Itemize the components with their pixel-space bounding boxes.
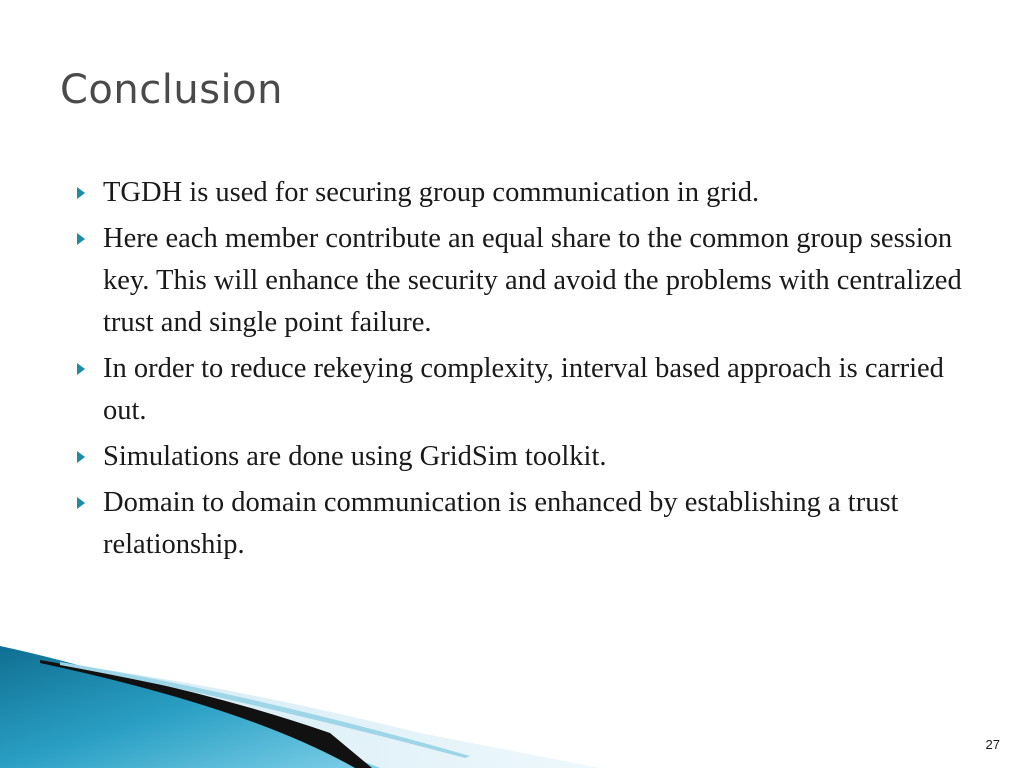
bullet-item bbox=[72, 436, 972, 478]
page-number: 27 bbox=[985, 737, 1000, 752]
bullet-text: Here each member contribute an equal share to the common group session key. This will enhance the security and avoid the problems with centralized trust and single point failure. bbox=[103, 223, 962, 338]
triangle-right-icon bbox=[77, 233, 85, 245]
bullet-text: In order to reduce rekeying complexity, interval based approach is carried out. bbox=[103, 353, 944, 426]
bullet-item bbox=[72, 348, 972, 432]
bullet-item bbox=[72, 218, 972, 344]
bottom-swoosh-decoration bbox=[0, 638, 1024, 768]
bullet-text: Simulations are done using GridSim toolkit. bbox=[103, 441, 607, 472]
triangle-right-icon bbox=[77, 363, 85, 375]
triangle-right-icon bbox=[77, 187, 85, 199]
bullet-item bbox=[72, 482, 972, 566]
bullet-text: TGDH is used for securing group communication in grid. bbox=[103, 177, 760, 208]
bullet-list bbox=[72, 172, 972, 570]
triangle-right-icon bbox=[77, 451, 85, 463]
slide-title: Conclusion bbox=[60, 67, 283, 113]
bullet-item bbox=[72, 172, 972, 214]
triangle-right-icon bbox=[77, 497, 85, 509]
bullet-text: Domain to domain communication is enhanced by establishing a trust relationship. bbox=[103, 487, 899, 560]
